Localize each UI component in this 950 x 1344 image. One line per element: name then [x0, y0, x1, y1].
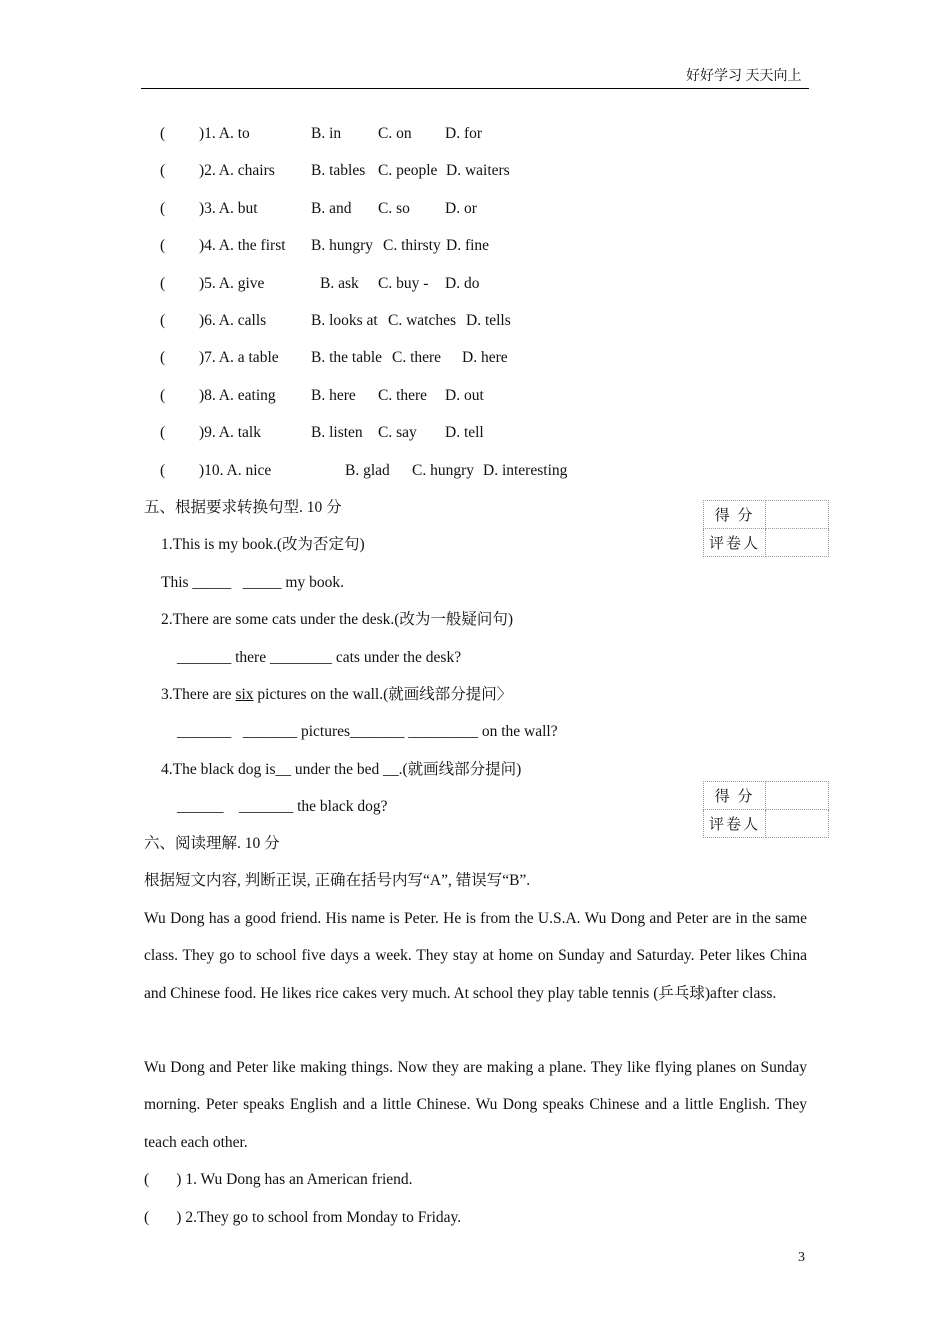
- mc-7-num: )7. A. a table: [199, 349, 279, 367]
- mc-8-num: )8. A. eating: [199, 386, 276, 404]
- header-rule: [141, 88, 809, 89]
- mc-2-num: )2. A. chairs: [199, 162, 275, 180]
- mc-3-c: C. so: [378, 199, 410, 217]
- mc-6-num: )6. A. calls: [199, 312, 267, 329]
- mc-4-c: C. thirsty: [383, 237, 441, 255]
- mc-10-num: )10. A. nice: [199, 461, 272, 479]
- score-box-1: [703, 500, 829, 557]
- mc-7-c: C. there: [392, 349, 442, 367]
- score-blank[interactable]: [766, 782, 829, 810]
- mc-2-paren[interactable]: (: [160, 162, 166, 180]
- s5-answer-2: _______ there ________ cats under the desk?: [177, 649, 462, 666]
- score-blank[interactable]: [766, 501, 829, 529]
- mc-7-paren[interactable]: (: [160, 349, 166, 367]
- s5-question-2: 2.There are some cats under the desk.(改为一般疑问句): [161, 611, 514, 628]
- mc-5-d: D. do: [445, 274, 480, 292]
- mc-10-paren[interactable]: (: [160, 461, 166, 479]
- score-box-2: [703, 781, 829, 838]
- s5-question-1: 1.This is my book.(改为否定句): [161, 536, 365, 553]
- s5-q3-pre: 3.There are: [161, 686, 236, 703]
- reading-paragraph-1: Wu Dong has a good friend. His name is Peter. He is from the U.S.A. Wu Dong and Peter are in the same class. They go to school five days a week. They stay at home on Sunday and Saturday. Peter likes China and Chinese food. He likes rice cakes very much. At school they play table tennis (乒乓球)after class.: [144, 910, 807, 1002]
- section6-instruction: 根据短文内容, 判断正误, 正确在括号内写“A”, 错误写“B”.: [144, 872, 531, 889]
- mc-4-paren[interactable]: (: [160, 237, 166, 255]
- mc-3-num: )3. A. but: [199, 199, 258, 217]
- mc-1-c: C. on: [378, 125, 412, 142]
- mc-10-c: C. hungry: [412, 461, 474, 479]
- mc-9-num: )9. A. talk: [199, 424, 261, 442]
- mc-6-d: D. tells: [466, 312, 511, 329]
- score-label: 得 分: [704, 501, 766, 529]
- mc-1-d: D. for: [445, 125, 483, 142]
- mc-3-d: D. or: [445, 199, 477, 217]
- s5-q3-post: pictures on the wall.(就画线部分提问〉: [253, 686, 513, 703]
- mc-9-d: D. tell: [445, 424, 484, 442]
- mc-8-paren[interactable]: (: [160, 386, 166, 404]
- mc-2-d: D. waiters: [446, 162, 510, 180]
- mc-2-c: C. people: [378, 162, 438, 180]
- section5-title: 五、根据要求转换句型. 10 分: [144, 499, 342, 516]
- mc-4-b: B. hungry: [311, 237, 373, 255]
- header-text: 好好学习 天天向上: [686, 69, 802, 84]
- s5-q3-underlined: six: [235, 686, 254, 703]
- mc-2-b: B. tables: [311, 162, 366, 180]
- mc-6-paren[interactable]: (: [160, 312, 166, 329]
- mc-9-paren[interactable]: (: [160, 424, 166, 442]
- mc-4-d: D. fine: [446, 237, 490, 255]
- mc-7-d: D. here: [462, 349, 508, 367]
- tf-text: 2.They go to school from Monday to Friday.: [185, 1209, 462, 1226]
- grader-label: 评卷人: [704, 810, 766, 838]
- mc-9-c: C. say: [378, 424, 417, 442]
- mc-5-num: )5. A. give: [199, 274, 265, 292]
- grader-label: 评卷人: [704, 529, 766, 557]
- mc-1-b: B. in: [311, 125, 342, 142]
- mc-7-b: B. the table: [311, 349, 383, 367]
- s5-answer-3: _______ _______ pictures_______ _________ on the wall?: [177, 723, 558, 740]
- mc-5-paren[interactable]: (: [160, 274, 166, 292]
- s5-question-4: 4.The black dog is__ under the bed __.(就画线部分提问): [161, 761, 522, 778]
- tf-question-1: [144, 1171, 413, 1189]
- mc-3-paren[interactable]: (: [160, 199, 166, 217]
- mc-9-b: B. listen: [311, 424, 363, 442]
- score-label: 得 分: [704, 782, 766, 810]
- s5-question-3: [161, 686, 512, 704]
- mc-10-b: B. glad: [345, 461, 390, 479]
- tf-paren[interactable]: ( ): [144, 1171, 182, 1188]
- reading-paragraph-2: Wu Dong and Peter like making things. Now they are making a plane. They like flying planes on Sunday morning. Peter speaks English and a little Chinese. Wu Dong speaks Chinese and a little English. They teach each other.: [144, 1059, 807, 1151]
- mc-8-d: D. out: [445, 386, 484, 404]
- tf-question-2: [144, 1209, 461, 1227]
- mc-6-b: B. looks at: [311, 312, 378, 329]
- mc-5-c: C. buy -: [378, 274, 429, 292]
- mc-10-d: D. interesting: [483, 461, 568, 479]
- tf-paren[interactable]: ( ): [144, 1209, 182, 1226]
- section6-title: 六、阅读理解. 10 分: [144, 835, 280, 852]
- page-number: 3: [798, 1250, 805, 1265]
- mc-1-paren[interactable]: (: [160, 125, 166, 142]
- grader-blank[interactable]: [766, 810, 829, 838]
- mc-4-num: )4. A. the first: [199, 237, 286, 255]
- mc-5-b: B. ask: [320, 274, 359, 292]
- s5-answer-4: ______ _______ the black dog?: [177, 798, 388, 815]
- grader-blank[interactable]: [766, 529, 829, 557]
- s5-answer-1: This _____ _____ my book.: [161, 574, 344, 591]
- mc-1-num: )1. A. to: [199, 125, 250, 142]
- mc-8-b: B. here: [311, 386, 356, 404]
- mc-3-b: B. and: [311, 199, 352, 217]
- mc-6-c: C. watches: [388, 312, 457, 329]
- mc-8-c: C. there: [378, 386, 428, 404]
- tf-text: 1. Wu Dong has an American friend.: [185, 1171, 413, 1188]
